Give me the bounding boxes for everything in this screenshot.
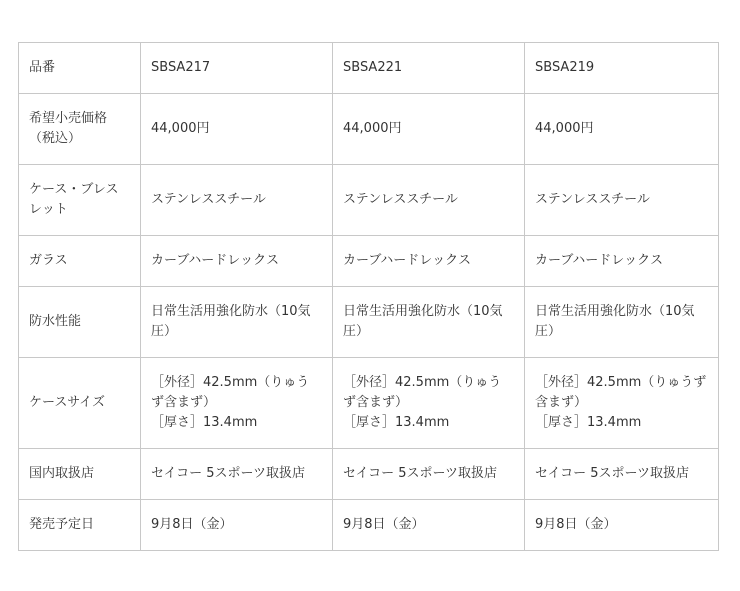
table-cell: ステンレススチール	[141, 165, 333, 236]
table-cell: ［外径］42.5mm（りゅうず含まず） ［厚さ］13.4mm	[333, 358, 525, 449]
table-cell: 44,000円	[333, 94, 525, 165]
table-cell: SBSA217	[141, 43, 333, 94]
table-row	[19, 236, 719, 287]
table-row	[19, 358, 719, 449]
table-cell: ステンレススチール	[333, 165, 525, 236]
table-cell: 44,000円	[141, 94, 333, 165]
row-label-case-size: ケースサイズ	[19, 358, 141, 449]
table-cell: カーブハードレックス	[525, 236, 719, 287]
table-row	[19, 43, 719, 94]
table-cell: ［外径］42.5mm（りゅうず含まず） ［厚さ］13.4mm	[141, 358, 333, 449]
row-label-glass: ガラス	[19, 236, 141, 287]
table-cell: 9月8日（金）	[141, 500, 333, 551]
table-cell: SBSA219	[525, 43, 719, 94]
table-cell: 日常生活用強化防水（10気圧）	[333, 287, 525, 358]
table-row	[19, 500, 719, 551]
table-cell: ステンレススチール	[525, 165, 719, 236]
table-cell: 日常生活用強化防水（10気圧）	[525, 287, 719, 358]
row-label-case-bracelet: ケース・ブレスレット	[19, 165, 141, 236]
table-cell: カーブハードレックス	[141, 236, 333, 287]
table-row	[19, 94, 719, 165]
table-cell: 9月8日（金）	[333, 500, 525, 551]
table-cell: SBSA221	[333, 43, 525, 94]
row-label-water-resistance: 防水性能	[19, 287, 141, 358]
table-cell: カーブハードレックス	[333, 236, 525, 287]
row-label-model: 品番	[19, 43, 141, 94]
table-cell: セイコー 5スポーツ取扱店	[333, 449, 525, 500]
row-label-price: 希望小売価格（税込）	[19, 94, 141, 165]
spec-table	[18, 42, 719, 551]
table-cell: 9月8日（金）	[525, 500, 719, 551]
table-row	[19, 165, 719, 236]
table-cell: セイコー 5スポーツ取扱店	[141, 449, 333, 500]
table-cell: 日常生活用強化防水（10気圧）	[141, 287, 333, 358]
row-label-release-date: 発売予定日	[19, 500, 141, 551]
table-cell: セイコー 5スポーツ取扱店	[525, 449, 719, 500]
table-cell: ［外径］42.5mm（りゅうず含まず） ［厚さ］13.4mm	[525, 358, 719, 449]
table-cell: 44,000円	[525, 94, 719, 165]
table-row	[19, 287, 719, 358]
row-label-retailers: 国内取扱店	[19, 449, 141, 500]
table-row	[19, 449, 719, 500]
